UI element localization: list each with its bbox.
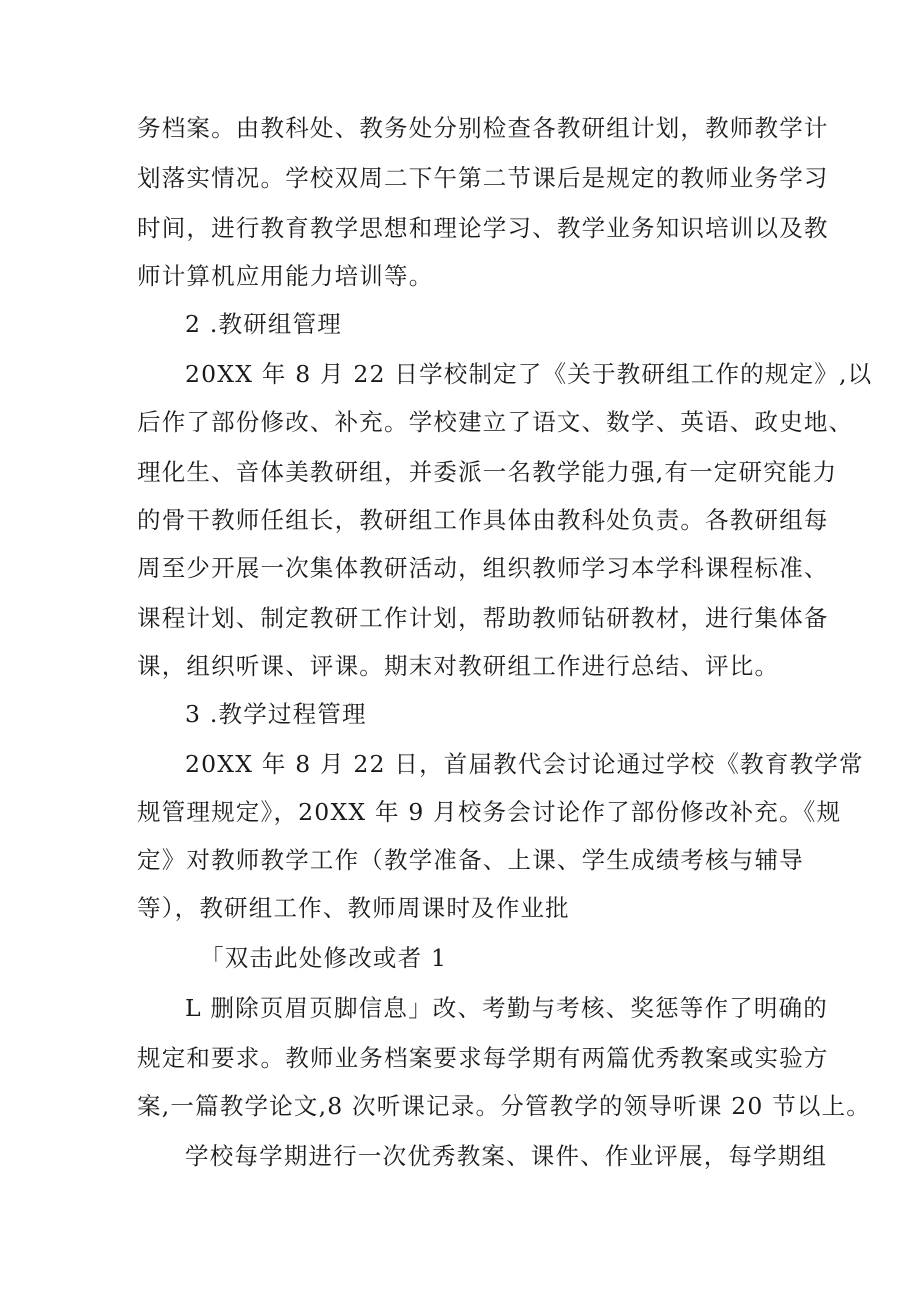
paragraph-line: 课程计划、制定教研工作计划，帮助教师钻研教材，进行集体备 bbox=[137, 604, 829, 632]
paragraph-line: 等），教研组工作、教师周课时及作业批 bbox=[137, 894, 570, 922]
section-heading-teaching-process: 3 .教学过程管理 bbox=[185, 700, 367, 728]
header-footer-note: 「双击此处修改或者 1 bbox=[200, 944, 448, 972]
paragraph-line: 划落实情况。学校双周二下午第二节课后是规定的教师业务学习 bbox=[137, 164, 829, 192]
paragraph-line: 师计算机应用能力培训等。 bbox=[137, 262, 434, 290]
paragraph-line: 案,一篇教学论文,8 次听课记录。分管教学的领导听课 20 节以上。 bbox=[137, 1092, 872, 1120]
paragraph-line: 规定和要求。教师业务档案要求每学期有两篇优秀教案或实验方 bbox=[137, 1044, 829, 1072]
paragraph-line: 后作了部份修改、补充。学校建立了语文、数学、英语、政史地、 bbox=[137, 408, 854, 436]
paragraph-line: 20XX 年 8 月 22 日，首届教代会讨论通过学校《教育教学常 bbox=[185, 750, 864, 778]
paragraph-line: 务档案。由教科处、教务处分别检查各教研组计划，教师教学计 bbox=[137, 114, 829, 142]
paragraph-line: 的骨干教师任组长，教研组工作具体由教科处负责。各教研组每 bbox=[137, 506, 829, 534]
paragraph-line: L 删除页眉页脚信息」改、考勤与考核、奖惩等作了明确的 bbox=[185, 994, 828, 1022]
paragraph-line: 理化生、音体美教研组，并委派一名教学能力强,有一定研究能力 bbox=[137, 458, 838, 486]
paragraph-line: 课，组织听课、评课。期末对教研组工作进行总结、评比。 bbox=[137, 652, 780, 680]
section-heading-teaching-research: 2 .教研组管理 bbox=[185, 310, 342, 338]
paragraph-line: 20XX 年 8 月 22 日学校制定了《关于教研组工作的规定》,以 bbox=[185, 360, 873, 388]
paragraph-line: 学校每学期进行一次优秀教案、课件、作业评展，每学期组 bbox=[185, 1142, 828, 1170]
paragraph-line: 周至少开展一次集体教研活动，组织教师学习本学科课程标准、 bbox=[137, 554, 829, 582]
paragraph-line: 规管理规定》，20XX 年 9 月校务会讨论作了部份修改补充。《规 bbox=[137, 798, 842, 826]
paragraph-line: 时间，进行教育教学思想和理论学习、教学业务知识培训以及教 bbox=[137, 214, 829, 242]
paragraph-line: 定》对教师教学工作（教学准备、上课、学生成绩考核与辅导 bbox=[137, 846, 804, 874]
